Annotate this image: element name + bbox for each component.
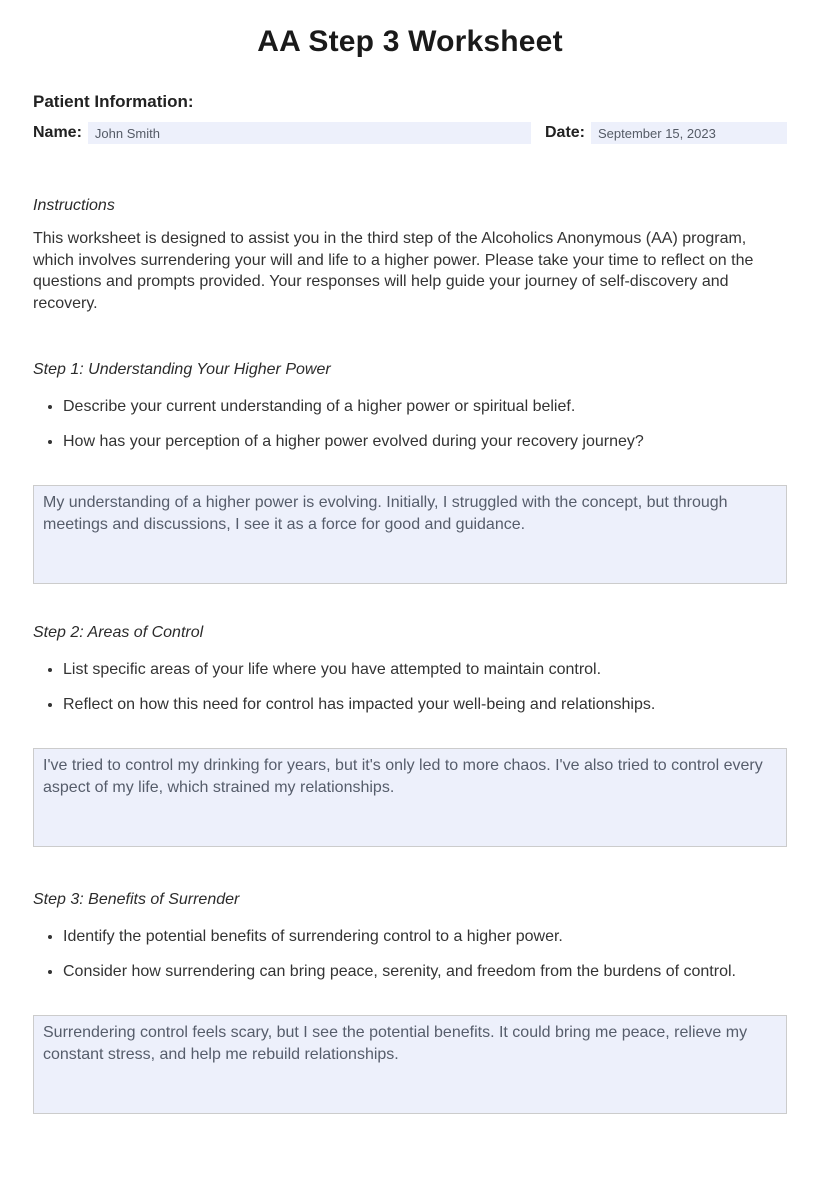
step2-bullet-list [33, 659, 787, 715]
step1-heading: Step 1: Understanding Your Higher Power [33, 361, 331, 378]
page-title: AA Step 3 Worksheet [257, 25, 563, 58]
date-field[interactable] [591, 122, 787, 144]
step3-bullet-list [33, 926, 787, 982]
name-label: Name: [33, 124, 82, 141]
step3-response-textarea[interactable] [33, 1015, 787, 1114]
patient-fields-row [33, 122, 787, 144]
step3-bullet-2: • Consider how surrendering can bring peace, serenity, and freedom from the burdens of control. [63, 961, 787, 982]
instructions-heading: Instructions [33, 197, 115, 214]
step2-response-textarea[interactable] [33, 748, 787, 847]
step3-bullet-1: • Identify the potential benefits of surrendering control to a higher power. [63, 926, 787, 947]
name-field[interactable] [88, 122, 531, 144]
step1-response-textarea[interactable] [33, 485, 787, 584]
step2-heading: Step 2: Areas of Control [33, 624, 204, 641]
patient-information-heading: Patient Information: [33, 92, 194, 111]
step2-bullet-2: • Reflect on how this need for control has impacted your well-being and relationships. [63, 694, 787, 715]
step2-bullet-1: • List specific areas of your life where you have attempted to maintain control. [63, 659, 787, 680]
step1-bullet-1: • Describe your current understanding of a higher power or spiritual belief. [63, 396, 787, 417]
instructions-paragraph: This worksheet is designed to assist you in the third step of the Alcoholics Anonymous (AA) program, which involves surrendering your will and life to a higher power. Please take your time to reflect on the questions and prompts provided. Your responses will help guide your journey of self-discovery and recovery. [33, 230, 754, 312]
step1-bullet-list [33, 396, 787, 452]
step3-heading: Step 3: Benefits of Surrender [33, 891, 240, 908]
date-label: Date: [544, 124, 585, 141]
step1-bullet-2: • How has your perception of a higher power evolved during your recovery journey? [63, 431, 787, 452]
